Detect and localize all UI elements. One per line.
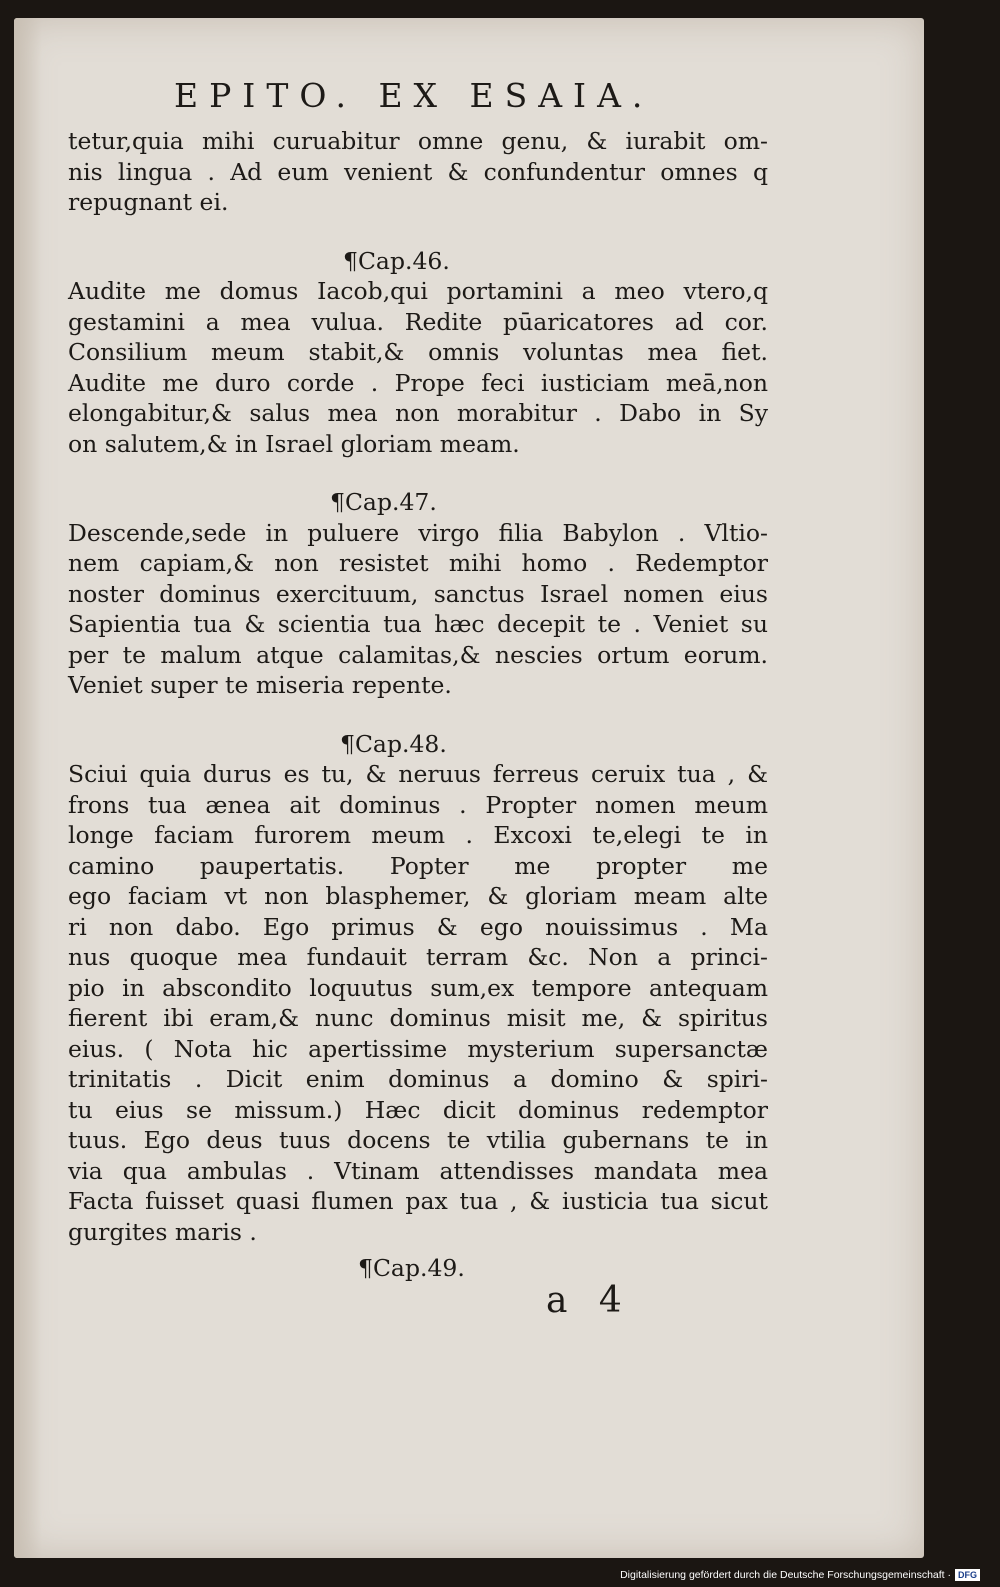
text-line: Consilium meum stabit,& omnis voluntas mea fiet. <box>68 338 768 366</box>
text-line: Sciui quia durus es tu, & neruus ferreus ceruix tua , & <box>68 760 768 788</box>
chapter-heading: ¶Cap.48. <box>340 729 447 758</box>
dfg-logo-icon: DFG <box>955 1569 980 1581</box>
text-line: ego faciam vt non blasphemer, & gloriam meam alte <box>68 882 768 910</box>
text-line: eius. ( Nota hic apertissime mysterium supersanctæ <box>68 1034 768 1063</box>
digitization-credit <box>620 1569 980 1581</box>
text-line: gestamini a mea vulua. Redite pūaricatores ad cor. <box>68 307 768 336</box>
book-page <box>14 18 924 1558</box>
text-line: longe faciam furorem meum . Excoxi te,elegi te in <box>68 821 768 849</box>
text-line: Descende,sede in puluere virgo filia Babylon . Vltio- <box>68 518 768 547</box>
text-line: nus quoque mea fundauit terram &c. Non a princi- <box>68 943 768 971</box>
main-text-block <box>68 126 768 1284</box>
text-line: noster dominus exercituum, sanctus Israel nomen eius <box>68 579 768 608</box>
chapter-heading: ¶Cap.49. <box>358 1254 465 1282</box>
text-line: ri non dabo. Ego primus & ego nouissimus . Ma <box>68 912 768 941</box>
text-line: pio in abscondito loquutus sum,ex tempore antequam <box>68 973 768 1002</box>
text-line: on salutem,& in Israel gloriam meam. <box>68 429 520 458</box>
text-line: Veniet super te miseria repente. <box>68 671 452 699</box>
text-line: gurgites maris . <box>68 1217 257 1246</box>
text-line: camino paupertatis. Popter me propter me <box>68 851 768 880</box>
text-line: tu eius se missum.) Hæc dicit dominus redemptor <box>68 1095 768 1124</box>
text-line: tetur,quia mihi curuabitur omne genu, & iurabit om- <box>68 127 768 155</box>
text-line: trinitatis . Dicit enim dominus a domino & spiri- <box>68 1065 768 1093</box>
text-line: Facta fuisset quasi flumen pax tua , & iusticia tua sicut <box>68 1187 768 1215</box>
text-line: nem capiam,& non resistet mihi homo . Redemptor <box>68 549 768 577</box>
text-line: fierent ibi eram,& nunc dominus misit me, & spiritus <box>68 1004 768 1032</box>
text-line: Sapientia tua & scientia tua hæc decepit te . Veniet su <box>68 610 768 638</box>
text-line: repugnant ei. <box>68 188 229 216</box>
text-line: elongabitur,& salus mea non morabitur . Dabo in Sy <box>68 399 768 427</box>
page-gutter-shadow <box>14 18 42 1558</box>
text-line: per te malum atque calamitas,& nescies ortum eorum. <box>68 640 768 669</box>
chapter-heading: ¶Cap.47. <box>330 488 437 516</box>
text-line: frons tua ænea ait dominus . Propter nomen meum <box>68 790 768 819</box>
credit-text: Digitalisierung gefördert durch die Deutsche Forschungsgemeinschaft · <box>620 1569 951 1581</box>
text-line: tuus. Ego deus tuus docens te vtilia gubernans te in <box>68 1126 768 1154</box>
text-line: via qua ambulas . Vtinam attendisses mandata mea <box>68 1156 768 1185</box>
signature-mark: a 4 <box>546 1280 632 1321</box>
text-line: nis lingua . Ad eum venient & confundentur omnes q <box>68 157 768 186</box>
text-line: Audite me domus Iacob,qui portamini a meo vtero,q <box>68 277 768 305</box>
text-line: Audite me duro corde . Prope feci iusticiam meā,non <box>68 368 768 397</box>
running-header: EPITO. EX ESAIA. <box>174 76 654 115</box>
chapter-heading: ¶Cap.46. <box>343 246 450 275</box>
